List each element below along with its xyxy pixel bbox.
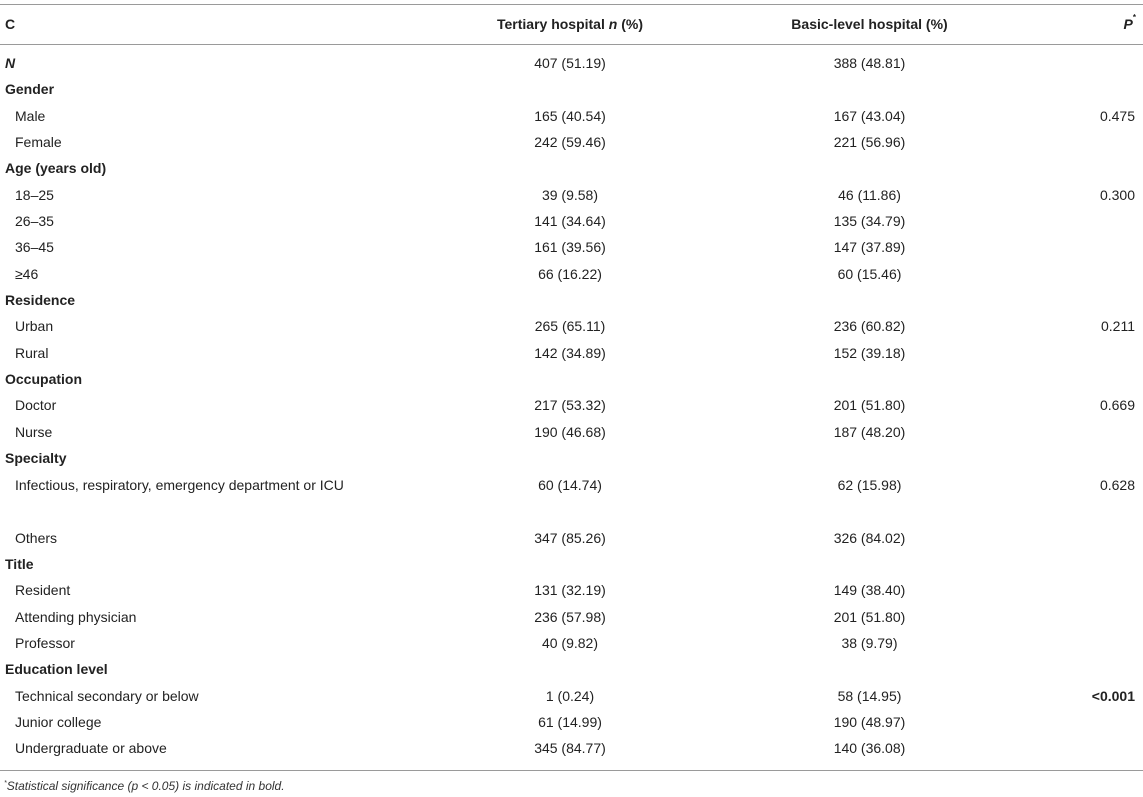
category-label: Title [5,555,34,572]
header-tertiary [490,16,650,32]
cell-basic: 201 (51.80) [833,397,906,414]
row-label: Technical secondary or below [15,687,199,704]
footnote-marker: * [4,780,7,787]
cell-basic: 326 (84.02) [833,529,906,546]
table-row [0,396,1143,422]
cell-p-value: <0.001 [1091,687,1135,704]
table-row [0,713,1143,739]
cell-basic: 62 (15.98) [837,476,902,493]
header-tertiary-suffix: (%) [617,16,643,32]
cell-tertiary: 142 (34.89) [534,344,606,361]
header-basic: Basic-level hospital (%) [791,16,948,32]
category-row [0,555,1143,581]
cell-basic: 190 (48.97) [833,713,906,730]
row-label: Undergraduate or above [15,740,167,757]
category-row [0,660,1143,686]
cell-tertiary: 131 (32.19) [534,582,606,599]
category-label: Education level [5,661,108,678]
header-tertiary-prefix: Tertiary hospital [496,16,609,32]
cell-tertiary: 236 (57.98) [534,608,606,625]
cell-basic: 147 (37.89) [833,239,906,256]
footnote [4,779,285,793]
category-row [0,291,1143,317]
row-label: Resident [15,582,71,599]
cell-tertiary: 165 (40.54) [534,107,606,124]
cell-tertiary: 39 (9.58) [541,186,599,203]
cell-p-value: 0.628 [1099,476,1135,493]
row-label: N [5,55,16,71]
cell-basic: 167 (43.04) [833,107,906,124]
category-label: Occupation [5,371,83,388]
header-p-label: P [1123,16,1133,32]
table-body [0,54,1143,766]
table-row [0,265,1143,291]
cell-basic: 221 (56.96) [833,134,906,151]
table-row [0,317,1143,343]
row-label: 26–35 [15,213,54,230]
cell-basic: 60 (15.46) [837,265,902,282]
table-row [0,739,1143,765]
row-label: 36–45 [15,239,54,256]
cell-tertiary: 61 (14.99) [538,713,602,730]
row-label: 18–25 [15,186,54,203]
cell-basic: 58 (14.95) [837,687,902,704]
row-label: Junior college [15,713,102,730]
bottom-rule [0,770,1143,771]
cell-tertiary: 141 (34.64) [534,213,606,230]
header-characteristic: C [5,16,16,32]
table-row [0,344,1143,370]
row-label: ≥46 [15,265,39,282]
cell-basic: 236 (60.82) [833,318,906,335]
table-row [0,476,1143,529]
table-row [0,529,1143,555]
cell-p-value: 0.475 [1099,107,1135,124]
header-rule [0,44,1143,45]
cell-tertiary: 40 (9.82) [541,634,599,651]
cell-basic: 38 (9.79) [841,634,898,651]
cell-basic: 388 (48.81) [833,55,906,71]
table-row [0,107,1143,133]
cell-p-value: 0.300 [1099,186,1135,203]
row-label: Attending physician [15,608,137,625]
row-label: Nurse [15,423,53,440]
table-row [0,186,1143,212]
table-row [0,212,1143,238]
category-label: Age (years old) [5,160,107,177]
cell-basic: 149 (38.40) [833,582,906,599]
category-label: Specialty [5,450,67,467]
cell-basic: 201 (51.80) [833,608,906,625]
cell-tertiary: 407 (51.19) [534,55,606,71]
table-row [0,423,1143,449]
table-row [0,133,1143,159]
cell-basic: 140 (36.08) [833,740,906,757]
row-label: Urban [15,318,54,335]
category-label: Gender [5,81,55,98]
cell-basic: 152 (39.18) [833,344,906,361]
cell-tertiary: 217 (53.32) [534,397,606,414]
footnote-text: Statistical significance (p < 0.05) is indicated in bold. [6,779,285,793]
row-label: Male [15,107,46,124]
row-label: Professor [15,634,75,651]
cell-tertiary: 347 (85.26) [534,529,606,546]
cell-tertiary: 345 (84.77) [534,740,606,757]
category-label: Residence [5,292,76,309]
row-label: Doctor [15,397,57,414]
table-row [0,608,1143,634]
cell-tertiary: 265 (65.11) [534,318,606,335]
table-row [0,54,1143,80]
header-tertiary-n: n [608,16,618,32]
cell-tertiary: 1 (0.24) [545,687,595,704]
category-row [0,159,1143,185]
cell-basic: 46 (11.86) [838,186,901,203]
row-label: Others [15,529,58,546]
category-row [0,449,1143,475]
category-row [0,80,1143,106]
cell-tertiary: 242 (59.46) [534,134,606,151]
cell-tertiary: 161 (39.56) [534,239,606,256]
category-row [0,370,1143,396]
table-row [0,238,1143,264]
table-row [0,687,1143,713]
cell-basic: 135 (34.79) [833,213,906,230]
row-label: Infectious, respiratory, emergency department or ICU [15,476,344,493]
cell-basic: 187 (48.20) [833,423,906,440]
cell-tertiary: 60 (14.74) [538,476,602,493]
table-row [0,581,1143,607]
table-row [0,634,1143,660]
cell-tertiary: 190 (46.68) [534,423,606,440]
cell-p-value: 0.211 [1101,318,1135,335]
row-label: Female [15,134,62,151]
cell-tertiary: 66 (16.22) [538,265,602,282]
header-p-sup: * [1132,13,1136,23]
row-label: Rural [15,344,49,361]
table-header [0,4,1143,44]
header-p [1123,13,1136,32]
cell-p-value: 0.669 [1099,397,1135,414]
